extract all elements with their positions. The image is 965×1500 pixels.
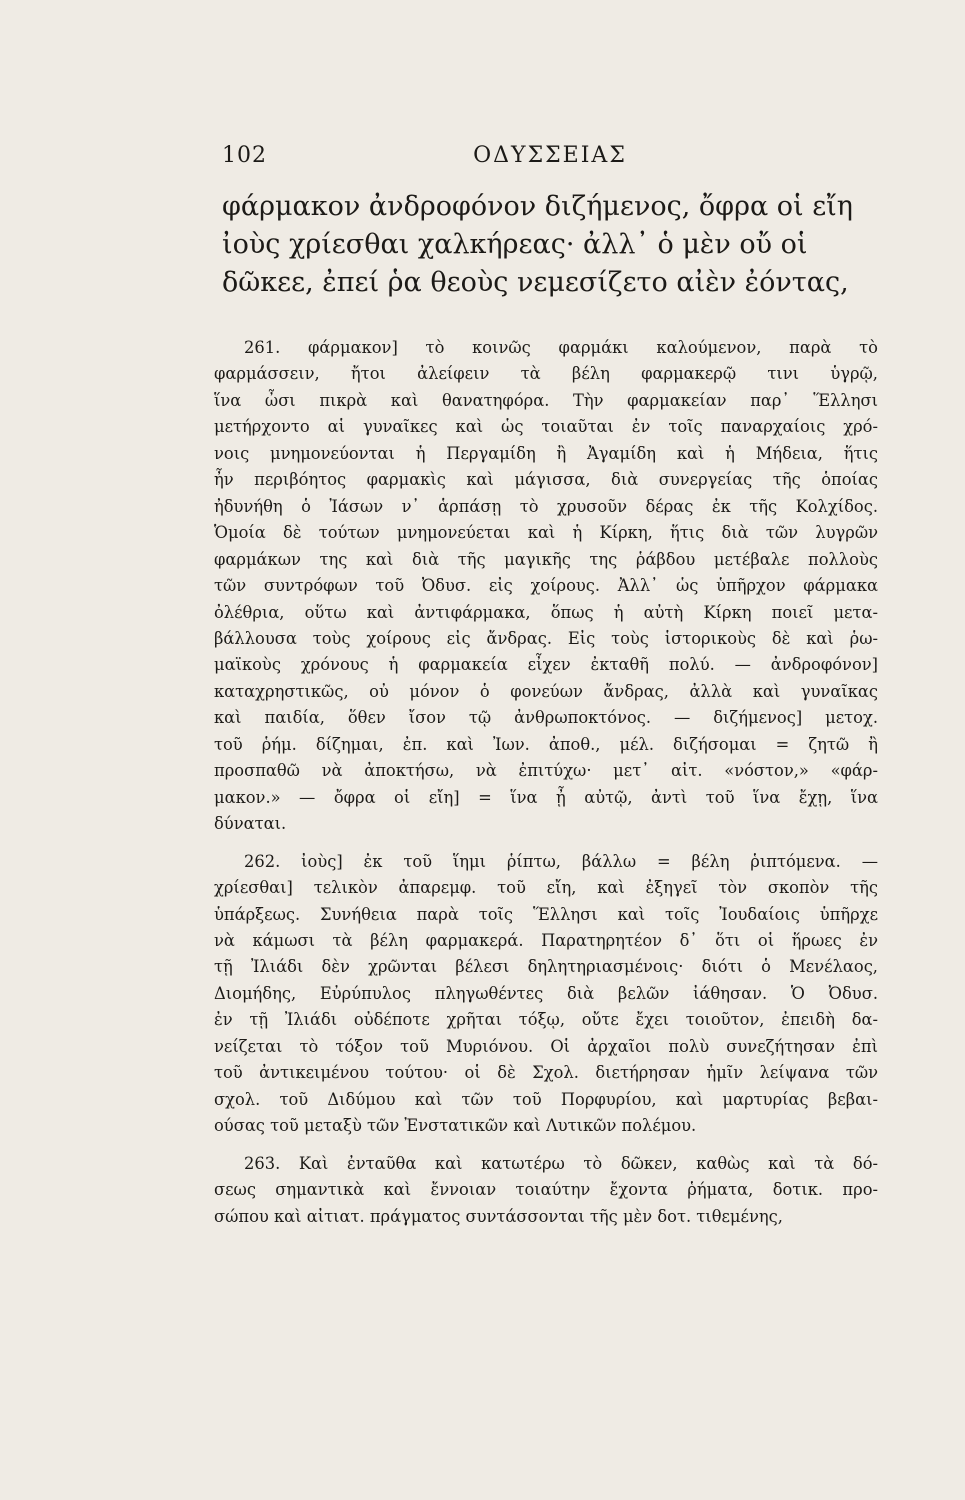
note-text: Καὶ ἐνταῦθα καὶ κατωτέρω τὸ δῶκεν, καθὼς καὶ τὰ δό- [280, 1153, 878, 1173]
note-line [214, 1151, 878, 1177]
note-line: ὑπάρξεως. Συνήθεια παρὰ τοῖς Ἕλλησι καὶ τοῖς Ἰουδαίοις ὑπῆρχε [214, 904, 878, 924]
note-line: τῇ Ἰλιάδι δὲν χρῶνται βέλεσι δηλητηριασμένοις· διότι ὁ Μενέλαος, [214, 957, 878, 977]
note-line: ἠδυνήθη ὁ Ἰάσων ν᾽ ἁρπάσῃ τὸ χρυσοῦν δέρας ἐκ τῆς Κολχίδος. [214, 496, 878, 516]
commentary-note [214, 1151, 878, 1230]
note-line: χρίεσθαι] τελικὸν ἀπαρεμφ. τοῦ εἴη, καὶ ἐξηγεῖ τὸν σκοπὸν τῆς [214, 878, 878, 898]
note-line: Ὁμοία δὲ τούτων μνημονεύεται καὶ ἡ Κίρκη, ἥτις διὰ τῶν λυγρῶν [214, 523, 878, 543]
verse-line: ἰοὺς χρίεσθαι χαλκήρεας· ἀλλ᾽ ὁ μὲν οὔ οἱ [222, 229, 808, 260]
running-title: ΟΔΥΣΣΕΙΑΣ [473, 143, 627, 168]
commentary-note [214, 335, 878, 838]
verse-block [222, 188, 882, 302]
note-line: σχολ. τοῦ Διδύμου καὶ τῶν τοῦ Πορφυρίου, καὶ μαρτυρίας βεβαι- [214, 1089, 878, 1109]
verse-line: φάρμακον ἀνδροφόνον διζήμενος, ὄφρα οἱ εἴη [222, 191, 853, 222]
note-number: 261. [244, 338, 281, 357]
commentary-notes [214, 335, 878, 1230]
note-line: δύναται. [214, 814, 287, 834]
note-line: φαρμάκων της καὶ διὰ τῆς μαγικῆς της ῥάβδου μετέβαλε πολλοὺς [214, 549, 878, 569]
note-line: Διομήδης, Εὐρύπυλος πληγωθέντες διὰ βελῶν ἰάθησαν. Ὁ Ὀδυσ. [214, 983, 878, 1003]
note-line: ἐν τῇ Ἰλιάδι οὐδέποτε χρῆται τόξῳ, οὔτε ἔχει τοιοῦτον, ἐπειδὴ δα- [214, 1010, 878, 1030]
note-line: ὀλέθρια, οὕτω καὶ ἀντιφάρμακα, ὅπως ἡ αὐτὴ Κίρκη ποιεῖ μετα- [214, 602, 878, 622]
page-header [222, 143, 878, 173]
commentary-note [214, 849, 878, 1140]
note-line: καταχρηστικῶς, οὐ μόνον ὁ φονεύων ἄνδρας, ἀλλὰ καὶ γυναῖκας [214, 681, 878, 701]
note-number: 262. [244, 851, 281, 871]
page-number: 102 [222, 143, 267, 168]
note-line: ἦν περιβόητος φαρμακὶς καὶ μάγισσα, διὰ συνεργείας τῆς ὁποίας [214, 470, 878, 490]
note-line: μετήρχοντο αἱ γυναῖκες καὶ ὡς τοιαῦται ἐν τοῖς παναρχαίοις χρό- [214, 417, 878, 437]
note-line: νὰ κάμωσι τὰ βέλη φαρμακερά. Παρατηρητέον δ᾽ ὅτι οἱ ἥρωες ἐν [214, 930, 878, 950]
note-line: ἵνα ὦσι πικρὰ καὶ θανατηφόρα. Τὴν φαρμακείαν παρ᾽ Ἕλλησι [214, 390, 878, 410]
note-text: φάρμακον] τὸ κοινῶς φαρμάκι καλούμενον, παρὰ τὸ [280, 338, 878, 357]
note-line: σώπου καὶ αἰτιατ. πράγματος συντάσσονται τῆς μὲν δοτ. τιθεμένης, [214, 1206, 783, 1226]
note-line: ούσας τοῦ μεταξὺ τῶν Ἐνστατικῶν καὶ Λυτικῶν πολέμου. [214, 1116, 697, 1136]
note-line: τῶν συντρόφων τοῦ Ὀδυσ. εἰς χοίρους. Ἀλλ᾽ ὡς ὑπῆρχον φάρμακα [214, 576, 878, 596]
verse-line: δῶκεε, ἐπεί ῥα θεοὺς νεμεσίζετο αἰὲν ἐόντας, [222, 267, 849, 298]
note-line: μακον.» — ὄφρα οἱ εἴη] = ἵνα ᾖ αὐτῷ, ἀντὶ τοῦ ἵνα ἔχῃ, ἵνα [214, 787, 878, 807]
note-line: μαϊκοὺς χρόνους ἡ φαρμακεία εἶχεν ἐκταθῆ πολύ. — ἀνδροφόνον] [214, 655, 878, 675]
note-line: βάλλουσα τοὺς χοίρους εἰς ἄνδρας. Εἰς τοὺς ἱστορικοὺς δὲ καὶ ῥω- [214, 628, 878, 648]
note-text: ἰοὺς] ἐκ τοῦ ἵημι ῥίπτω, βάλλω = βέλη ῥιπτόμενα. — [280, 851, 878, 871]
note-line: καὶ παιδία, ὅθεν ἴσον τῷ ἀνθρωποκτόνος. — διζήμενος] μετοχ. [214, 708, 878, 728]
note-line: νείζεται τὸ τόξον τοῦ Μυριόνου. Οἱ ἀρχαῖοι πολὺ συνεζήτησαν ἐπὶ [214, 1036, 878, 1056]
note-line: φαρμάσσειν, ἤτοι ἀλείφειν τὰ βέλη φαρμακερῷ τινι ὑγρῷ, [214, 364, 878, 384]
note-line [214, 849, 878, 875]
note-line: προσπαθῶ νὰ ἀποκτήσω, νὰ ἐπιτύχω· μετ᾽ αἰτ. «νόστον,» «φάρ- [214, 761, 878, 781]
note-line: σεως σημαντικὰ καὶ ἔννοιαν τοιαύτην ἔχοντα ῥήματα, δοτικ. προ- [214, 1180, 878, 1200]
note-line: νοις μνημονεύονται ἡ Περγαμίδη ἢ Ἀγαμίδη καὶ ἡ Μήδεια, ἥτις [214, 443, 878, 463]
note-line [214, 335, 878, 361]
note-number: 263. [244, 1153, 281, 1173]
note-line: τοῦ ῥήμ. δίζημαι, ἐπ. καὶ Ἰων. ἀποθ., μέλ. διζήσομαι = ζητῶ ἢ [214, 734, 878, 754]
note-line: τοῦ ἀντικειμένου τούτου· οἱ δὲ Σχολ. διετήρησαν ἡμῖν λείψανα τῶν [214, 1063, 878, 1083]
